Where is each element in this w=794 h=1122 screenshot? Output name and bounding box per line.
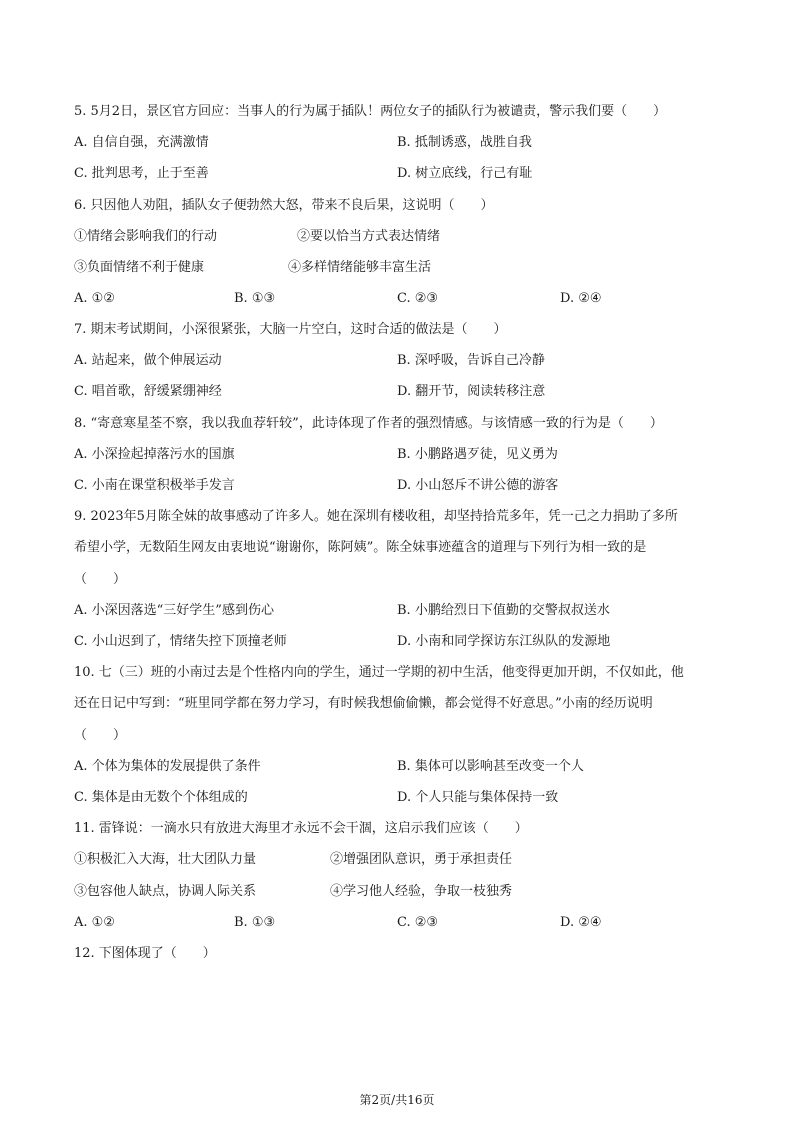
question-8-stem: 8. “寄意寒星荃不察，我以我血荐轩较”，此诗体现了作者的强烈情感。与该情感一致的行为是（ ）: [74, 416, 663, 431]
q6-option-d: D. ②④: [560, 291, 602, 306]
q7-option-b: B. 深呼吸，告诉自己冷静: [397, 353, 545, 368]
q8-option-a: A. 小深捡起掉落污水的国旗: [74, 447, 235, 462]
q9-option-b: B. 小鹏给烈日下值勤的交警叔叔送水: [397, 603, 610, 618]
q11-option-d: D. ②④: [560, 915, 602, 930]
q9-option-a: A. 小深因落选“三好学生”感到伤心: [74, 603, 274, 618]
q11-option-a: A. ①②: [74, 915, 115, 930]
question-12-stem: 12. 下图体现了（ ）: [74, 946, 216, 961]
q6-statement-3: ③负面情绪不利于健康: [74, 260, 205, 275]
q7-option-a: A. 站起来，做个伸展运动: [74, 353, 222, 368]
q6-option-b: B. ①③: [234, 291, 276, 306]
question-6-stem: 6. 只因他人劝阻，插队女子便勃然大怒，带来不良后果，这说明（ ）: [74, 198, 494, 213]
q10-option-b: B. 集体可以影响甚至改变一个人: [397, 759, 584, 774]
question-5-stem: 5. 5月2日，景区官方回应：当事人的行为属于插队！两位女子的插队行为被谴责，警示我们要（ ）: [74, 104, 667, 119]
q8-option-c: C. 小南在课堂积极举手发言: [74, 478, 235, 493]
q5-option-d: D. 树立底线，行己有耻: [397, 166, 533, 181]
question-11-stem: 11. 雷锋说：一滴水只有放进大海里才永远不会干涸，这启示我们应该（ ）: [74, 821, 528, 836]
q5-option-a: A. 自信自强，充满激情: [74, 135, 209, 150]
question-9-stem-line-1: 9. 2023年5月陈全妹的故事感动了许多人。她在深圳有楼收租，却坚持拾荒多年，凭一己之力捐助了多所: [74, 509, 678, 524]
q5-option-c: C. 批判思考，止于至善: [74, 166, 209, 181]
q11-statement-3: ③包容他人缺点，协调人际关系: [74, 884, 257, 899]
q10-option-a: A. 个体为集体的发展提供了条件: [74, 759, 261, 774]
q5-option-b: B. 抵制诱惑，战胜自我: [397, 135, 532, 150]
q11-option-c: C. ②③: [397, 915, 439, 930]
q10-option-c: C. 集体是由无数个个体组成的: [74, 790, 248, 805]
q8-option-d: D. 小山怒斥不讲公德的游客: [397, 478, 559, 493]
q7-option-c: C. 唱首歌，舒缓紧绷神经: [74, 384, 222, 399]
question-7-stem: 7. 期末考试期间，小深很紧张，大脑一片空白，这时合适的做法是（ ）: [74, 322, 507, 337]
question-10-stem-line-1: 10. 七（三）班的小南过去是个性格内向的学生，通过一学期的初中生活，他变得更加开朗，不仅如此，他: [74, 665, 684, 680]
q6-statement-4: ④多样情绪能够丰富生活: [288, 260, 432, 275]
question-9-stem-line-2: 希望小学，无数陌生网友由衷地说“谢谢你，陈阿姨”。陈全妹事迹蕴含的道理与下列行为相一致的是: [74, 540, 647, 555]
question-10-stem-line-3: （ ）: [74, 728, 127, 743]
question-10-stem-line-2: 还在日记中写到：“班里同学都在努力学习，有时候我想偷偷懒，都会觉得不好意思。”小南的经历说明: [74, 696, 653, 711]
q11-statement-2: ②增强团队意识，勇于承担责任: [330, 852, 513, 867]
q11-statement-4: ④学习他人经验，争取一枝独秀: [330, 884, 513, 899]
q11-statement-1: ①积极汇入大海，壮大团队力量: [74, 852, 257, 867]
q8-option-b: B. 小鹏路遇歹徒，见义勇为: [397, 447, 558, 462]
q6-statement-2: ②要以恰当方式表达情绪: [297, 229, 441, 244]
page-number-footer: 第2页/共16页: [359, 1093, 435, 1107]
question-9-stem-line-3: （ ）: [74, 572, 127, 587]
q9-option-c: C. 小山迟到了，情绪失控下顶撞老师: [74, 634, 287, 649]
q6-option-a: A. ①②: [74, 291, 115, 306]
q11-option-b: B. ①③: [234, 915, 276, 930]
q10-option-d: D. 个人只能与集体保持一致: [397, 790, 559, 805]
q6-option-c: C. ②③: [397, 291, 439, 306]
q7-option-d: D. 翻开节，阅读转移注意: [397, 384, 546, 399]
q9-option-d: D. 小南和同学探访东江纵队的发源地: [397, 634, 611, 649]
q6-statement-1: ①情绪会影响我们的行动: [74, 229, 218, 244]
